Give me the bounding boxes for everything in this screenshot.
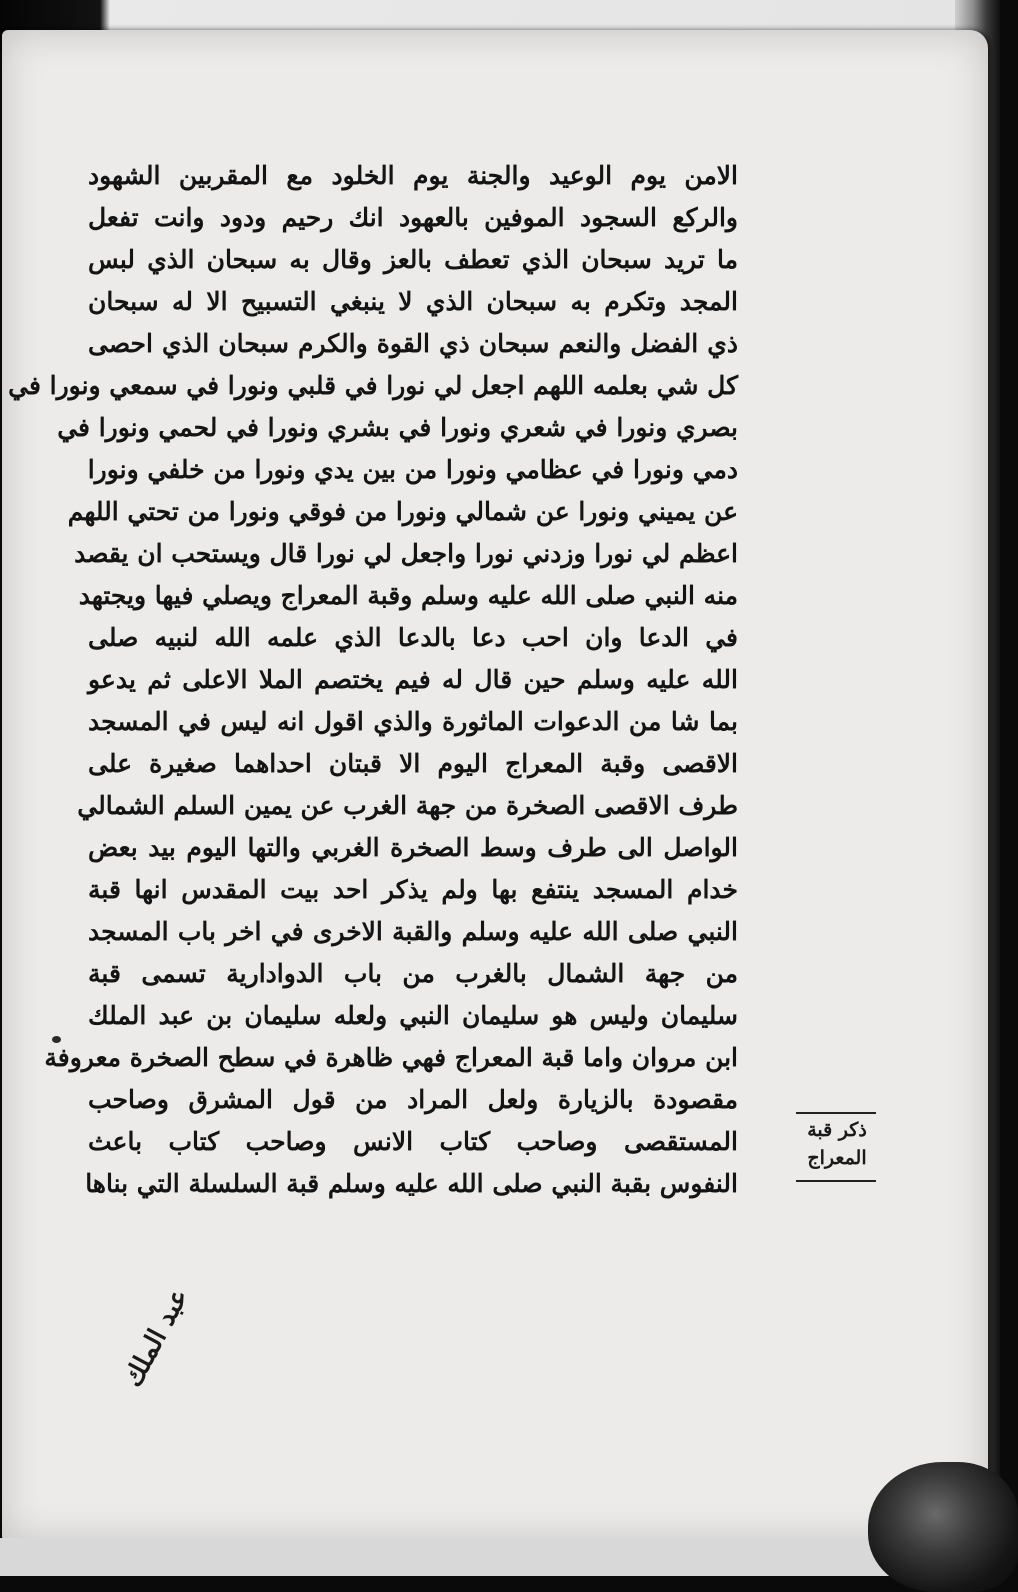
text-line: النفوس بقبة النبي صلى الله عليه وسلم قبة السلسلة التي بناها [85,1169,738,1198]
text-line: بصري ونورا في شعري ونورا في بشري ونورا في لحمي ونورا في [57,413,738,442]
text-line: الله عليه وسلم حين قال له فيم يختصم الملا الاعلى ثم يدعو [88,665,738,694]
manuscript-text-block [8,155,738,1345]
margin-note [792,1110,882,1190]
text-line: من جهة الشمال بالغرب من باب الدوادارية تسمى قبة [88,959,738,988]
text-line: الاقصى وقبة المعراج اليوم الا قبتان احداهما صغيرة على [88,749,738,778]
text-line: المستقصى وصاحب كتاب الانس وصاحب كتاب باعث [88,1127,738,1156]
text-line: ما تريد سبحان الذي تعطف بالعز وقال به سبحان الذي لبس [88,245,738,274]
corner-annotation: عبد الملك [118,1283,195,1393]
margin-note-line: المعراج [807,1147,867,1169]
margin-note-top-rule [796,1112,876,1114]
margin-note-bottom-rule [796,1180,876,1182]
text-line: الامن يوم الوعيد والجنة يوم الخلود مع المقربين الشهود [88,161,738,190]
text-line: سليمان وليس هو سليمان النبي ولعله سليمان بن عبد الملك [88,1001,738,1030]
margin-note-line: ذكر قبة [807,1119,867,1141]
text-line: طرف الاقصى الصخرة من جهة الغرب عن يمين السلم الشمالي [77,791,738,820]
text-line: ذي الفضل والنعم سبحان ذي القوة والكرم سبحان الذي احصى [88,329,738,358]
text-line: مقصودة بالزيارة ولعل المراد من قول المشرق وصاحب [88,1085,738,1114]
ink-blot [52,1036,61,1043]
text-line: المجد وتكرم به سبحان الذي لا ينبغي التسبيح الا له سبحان [88,287,738,316]
scan-bottom-strip [0,1538,1000,1576]
holder-thumb [868,1462,1018,1592]
text-line: خدام المسجد ينتفع بها ولم يذكر احد بيت المقدس انها قبة [88,875,738,904]
text-line: بما شا من الدعوات الماثورة والذي اقول انه ليس في المسجد [88,707,738,736]
text-line: اعظم لي نورا وزدني نورا واجعل لي نورا قال ويستحب ان يقصد [74,539,738,568]
text-line: والركع السجود الموفين بالعهود انك رحيم ودود وانت تفعل [88,203,738,232]
text-line: الواصل الى طرف وسط الصخرة الغربي والتها اليوم بيد بعض [88,833,738,862]
text-line: ابن مروان واما قبة المعراج فهي ظاهرة في سطح الصخرة معروفة [44,1043,738,1072]
text-line: دمي ونورا في عظامي ونورا من بين يدي ونورا من خلفي ونورا [87,455,738,484]
text-line: في الدعا وان احب دعا بالدعا الذي علمه الله لنبيه صلى [88,623,738,652]
text-line: كل شي بعلمه اللهم اجعل لي نورا في قلبي ونورا في سمعي ونورا في [8,371,738,400]
text-line: عن يميني ونورا عن شمالي ونورا من فوقي ونورا من تحتي اللهم [67,497,738,526]
text-line: منه النبي صلى الله عليه وسلم وقبة المعراج ويصلي فيها ويجتهد [78,581,738,610]
text-line: النبي صلى الله عليه وسلم والقبة الاخرى في اخر باب المسجد [88,917,738,946]
